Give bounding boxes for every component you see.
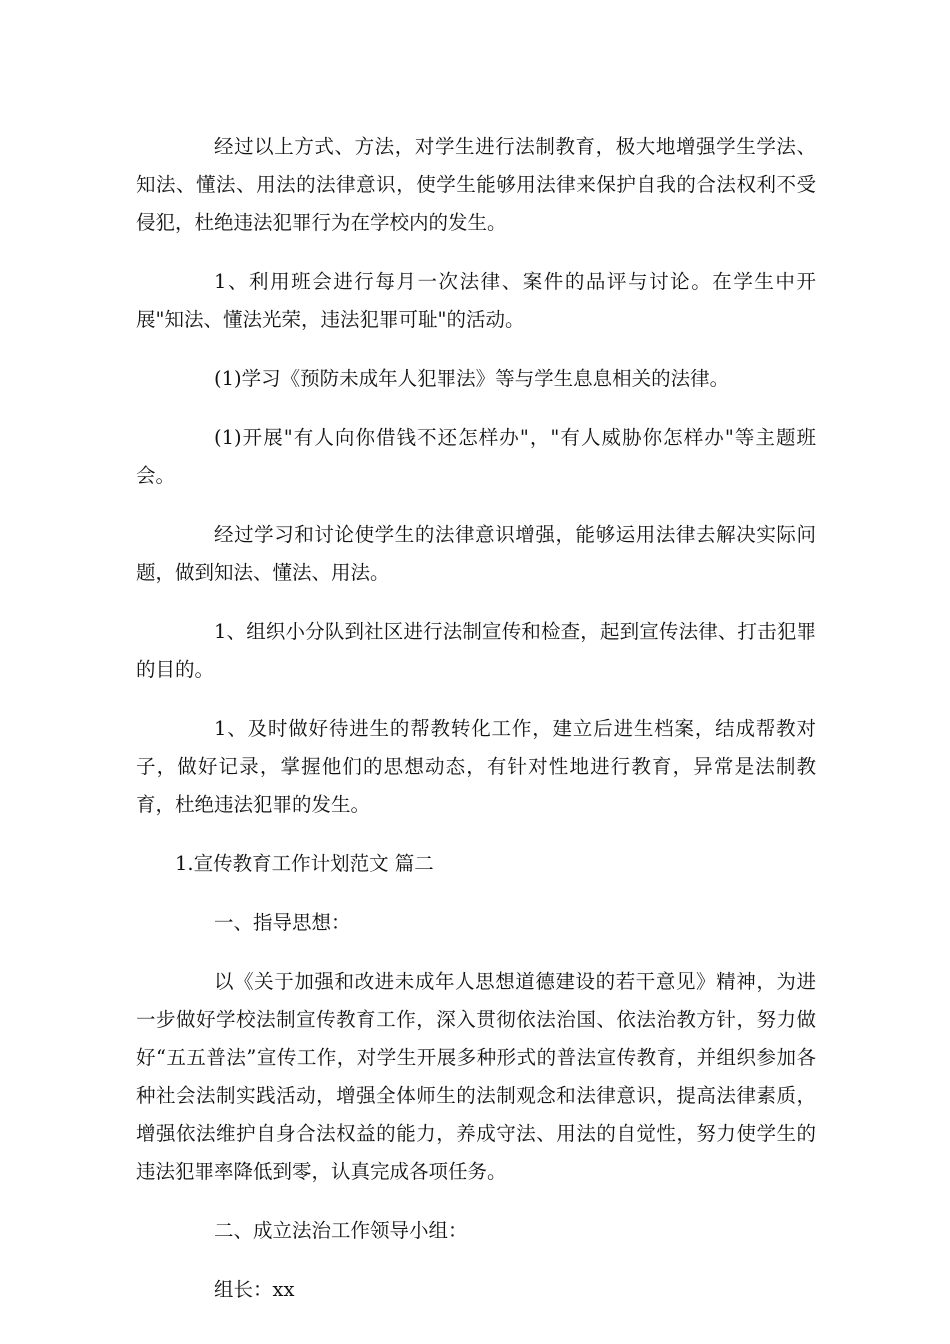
group-leader-line: 组长：xx	[214, 1278, 295, 1301]
paragraph-4: (1)开展"有人向你借钱不还怎样办"，"有人威胁你怎样办"等主题班会。	[136, 426, 816, 487]
paragraph-3: (1)学习《预防未成年人犯罪法》等与学生息息相关的法律。	[214, 367, 730, 390]
paragraph-7: 1、及时做好待进生的帮教转化工作，建立后进生档案，结成帮教对子，做好记录，掌握他们的思想动态，有针对性地进行教育，异常是法制教育，杜绝违法犯罪的发生。	[136, 717, 816, 816]
paragraph-guiding-thought: 以《关于加强和改进未成年人思想道德建设的若干意见》精神，为进一步做好学校法制宣传教育工作，深入贯彻依法治国、依法治教方针，努力做好“五五普法”宣传工作，对学生开展多种形式的普法宣传教育，并组织参加各种社会法制实践活动，增强全体师生的法制观念和法律意识，提高法律素质，增强依法维护自身合法权益的能力，养成守法、用法的自觉性，努力使学生的违法犯罪率降低到零，认真完成各项任务。	[136, 970, 816, 1183]
subheading-guiding-thought: 一、指导思想：	[214, 911, 351, 934]
section-heading: 1.宣传教育工作计划范文 篇二	[175, 852, 434, 875]
paragraph-1: 经过以上方式、方法，对学生进行法制教育，极大地增强学生学法、知法、懂法、用法的法律意识，使学生能够用法律来保护自我的合法权利不受侵犯，杜绝违法犯罪行为在学校内的发生。	[136, 135, 816, 234]
subheading-leadership-group: 二、成立法治工作领导小组：	[214, 1219, 468, 1242]
paragraph-2: 1、利用班会进行每月一次法律、案件的品评与讨论。在学生中开展"知法、懂法光荣，违法犯罪可耻"的活动。	[136, 270, 816, 331]
paragraph-5: 经过学习和讨论使学生的法律意识增强，能够运用法律去解决实际问题，做到知法、懂法、用法。	[136, 523, 816, 584]
document-body	[136, 128, 816, 1330]
paragraph-6: 1、组织小分队到社区进行法制宣传和检查，起到宣传法律、打击犯罪的目的。	[136, 620, 816, 681]
